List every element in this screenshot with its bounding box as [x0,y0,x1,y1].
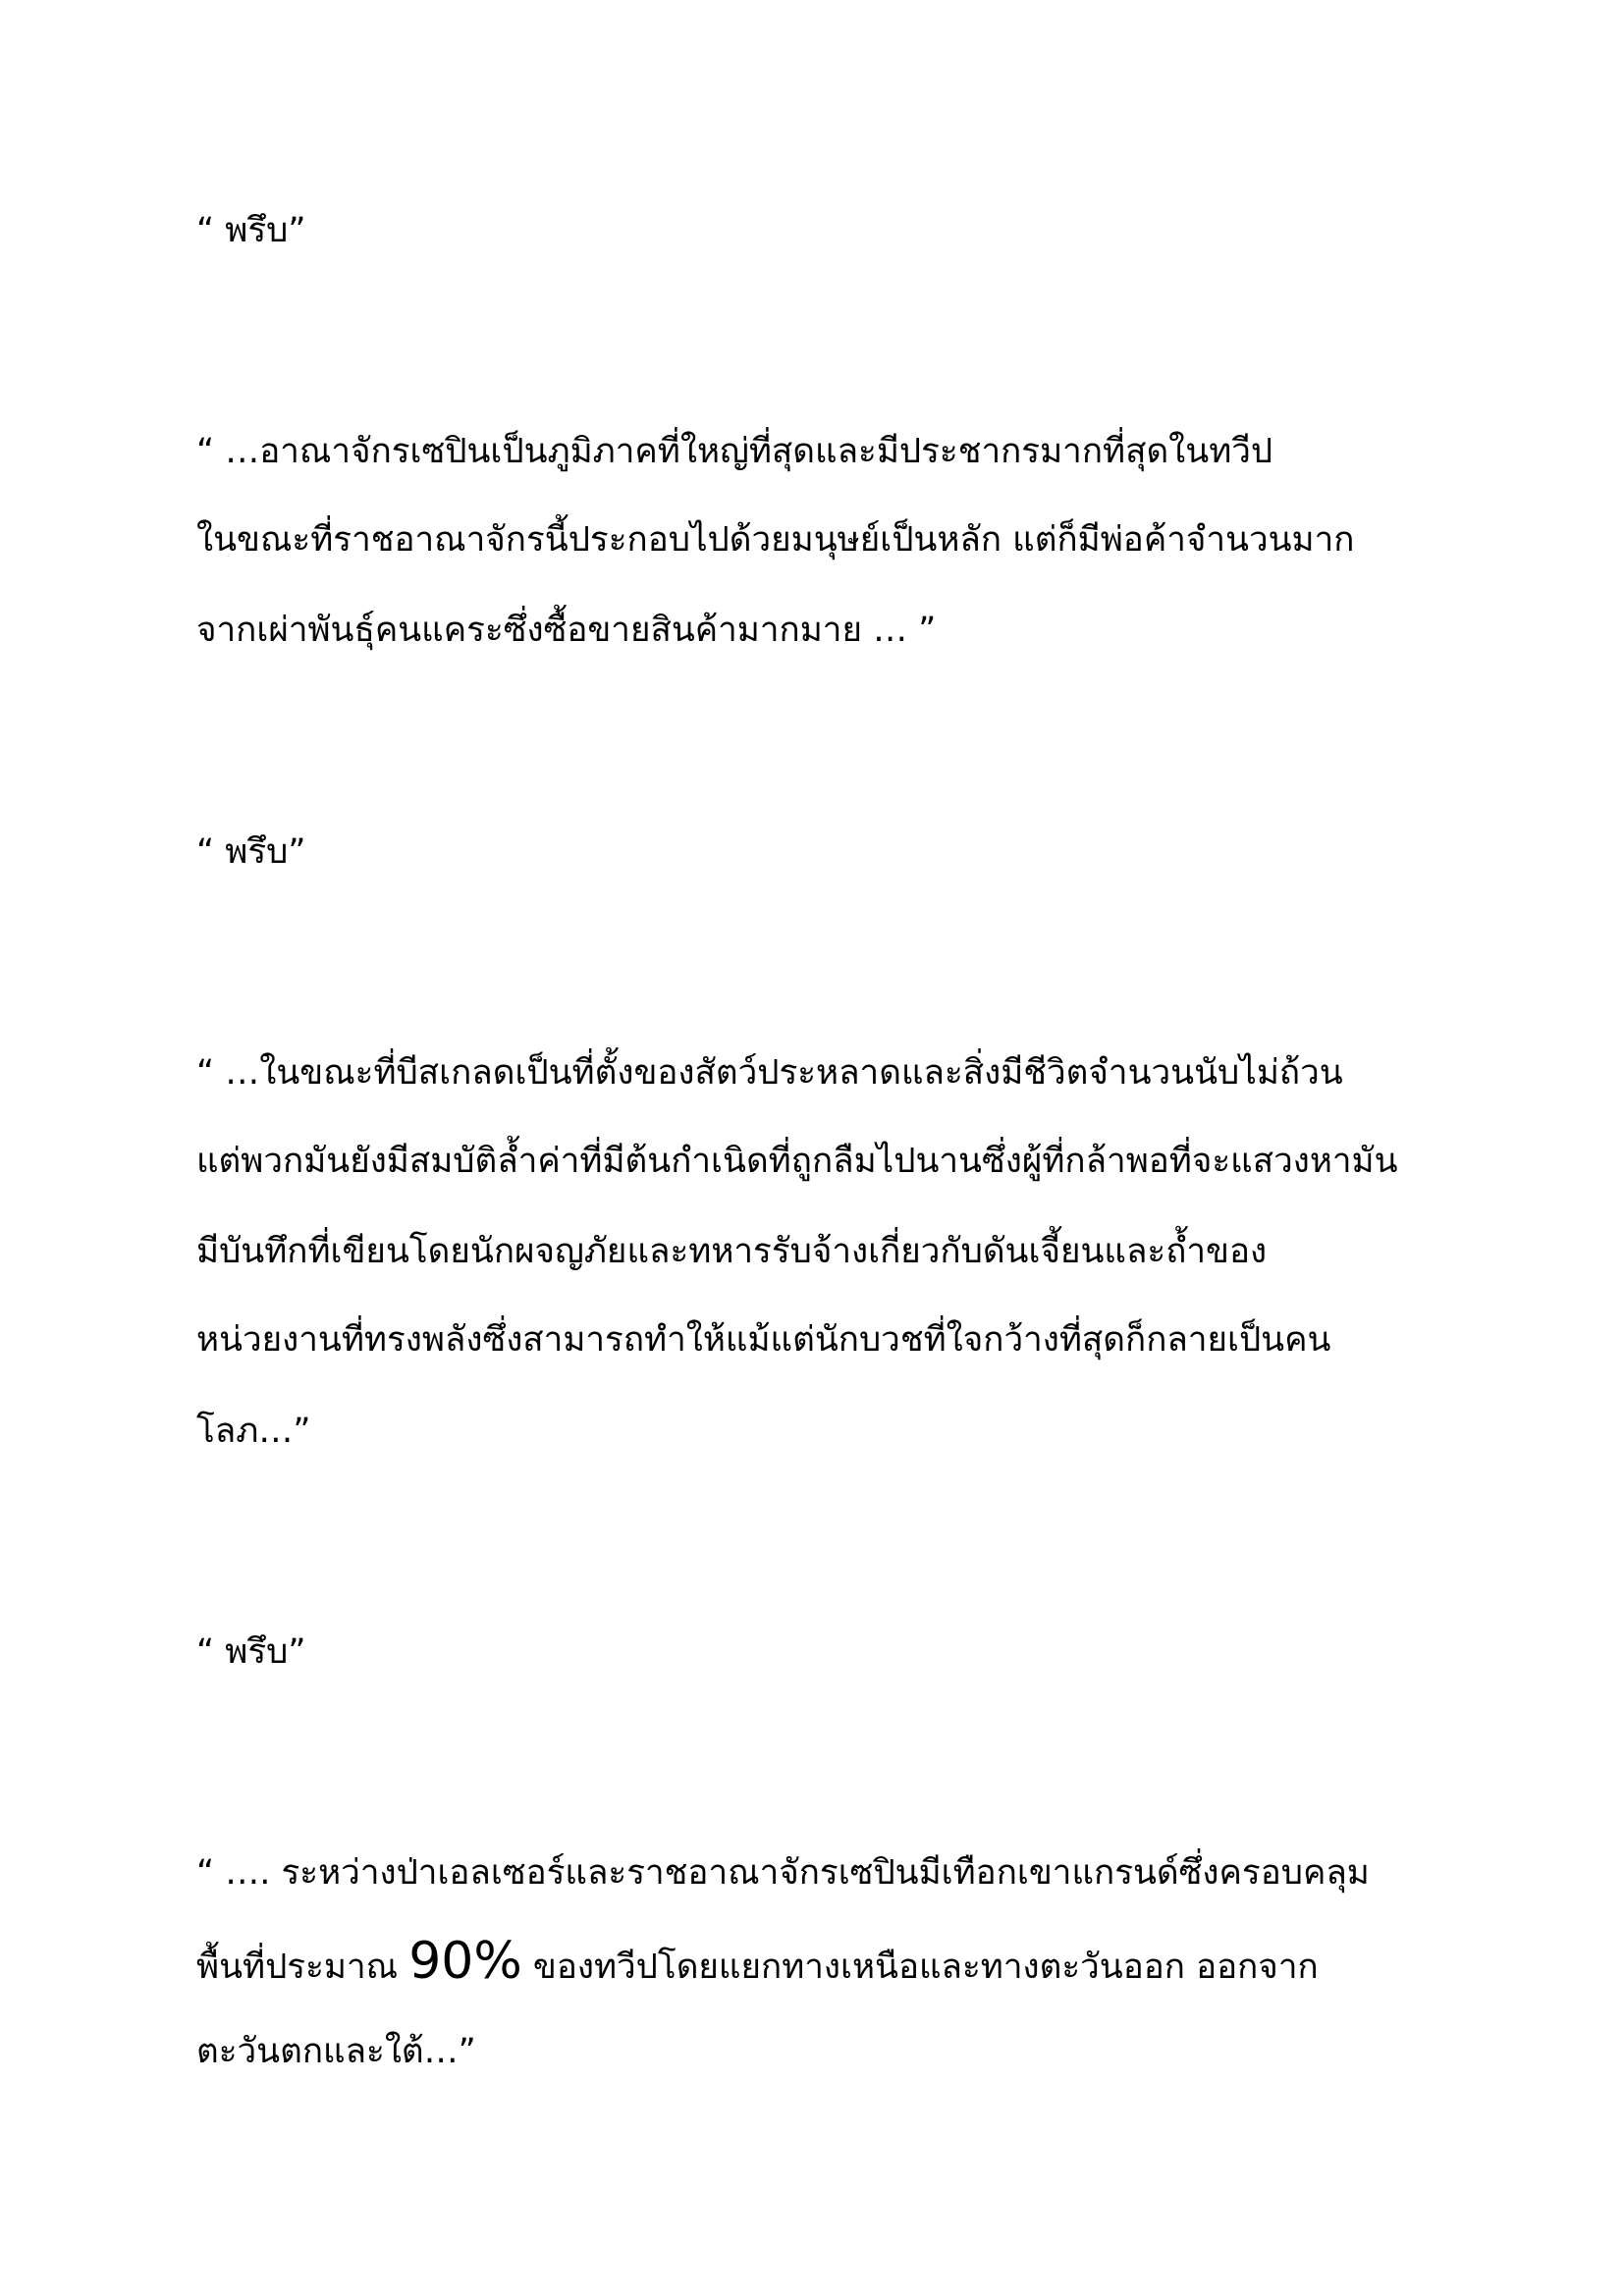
quote-text-after: ของทวีปโดยแยกทางเหนือและทางตะวันออก ออกจาก [521,1948,1319,1987]
sound-effect-text: “ พรึบ” [196,211,306,250]
quote-line: ในขณะที่ราชอาณาจักรนี้ประกอบไปด้วยมนุษย์เป็นหลัก แต่ก็มีพ่อค้าจำนวนมาก [196,520,1355,560]
quote-line: “ …. ระหว่างป่าเอลเซอร์และราชอาณาจักรเซปินมีเทือกเขาแกรนด์ซึ่งครอบคลุม [196,1853,1370,1893]
quote-line: แต่พวกมันยังมีสมบัติล้ำค่าที่มีต้นกำเนิดที่ถูกลืมไปนานซึ่งผู้ที่กล้าพอที่จะแสวงหามัน [196,1142,1398,1181]
quote-line: จากเผ่าพันธุ์คนแคระซึ่งซื้อขายสินค้ามากมาย … ” [196,611,937,650]
percentage-value: 90% [408,1932,522,1991]
quote-line: หน่วยงานที่ทรงพลังซึ่งสามารถทำให้แม้แต่นักบวชที่ใจกว้างที่สุดก็กลายเป็นคน [196,1320,1331,1360]
sound-effect-text: “ พรึบ” [196,1632,306,1672]
sound-effect-text: “ พรึบ” [196,832,306,872]
quote-text-before: พื้นที่ประมาณ [196,1948,409,1987]
quote-line: มีบันทึกที่เขียนโดยนักผจญภัยและทหารรับจ้างเกี่ยวกับดันเจี้ยนและถ้ำของ [196,1232,1268,1271]
quote-line: “ …อาณาจักรเซปินเป็นภูมิภาคที่ใหญ่ที่สุดและมีประชากรมากที่สุดในทวีป [196,432,1273,471]
quote-line: ตะวันตกและใต้…” [196,2032,476,2071]
quote-line: “ …ในขณะที่บีสเกลดเป็นที่ตั้งของสัตว์ประหลาดและสิ่งมีชีวิตจำนวนนับไม่ถ้วน [196,1053,1343,1093]
quote-line: โลภ…” [196,1412,311,1451]
quote-line-with-percentage [196,1932,1319,1997]
